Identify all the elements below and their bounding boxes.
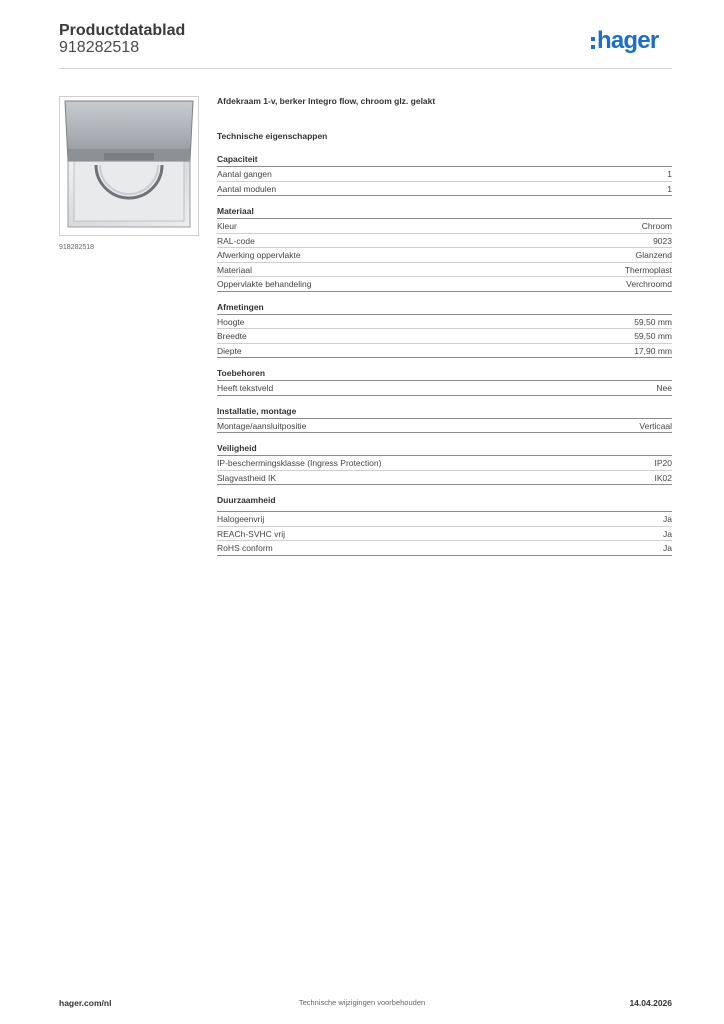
spec-label: Oppervlakte behandeling [217, 279, 312, 289]
spec-label: Heeft tekstveld [217, 383, 274, 393]
product-name: Afdekraam 1-v, berker Integro flow, chroom glz. gelakt [217, 96, 436, 106]
logo-text: hager [597, 27, 659, 54]
section-title: Duurzaamheid [217, 493, 672, 512]
spec-label: Kleur [217, 221, 237, 231]
spec-row [217, 527, 672, 542]
spec-value: Chroom [641, 221, 672, 231]
spec-row [217, 167, 672, 182]
spec-value: 17,90 mm [634, 345, 672, 356]
spec-label: Breedte [217, 331, 247, 341]
spec-label: Materiaal [217, 264, 252, 275]
spec-value: IK02 [654, 472, 672, 483]
spec-label: Montage/aansluitpositie [217, 420, 307, 431]
spec-row [217, 182, 672, 197]
spec-value: 9023 [653, 235, 672, 246]
page-title: Productdatablad [59, 22, 186, 39]
spec-label: Diepte [217, 345, 242, 356]
spec-row [217, 277, 672, 292]
spec-value: Nee [656, 383, 672, 393]
spec-section-afmetingen [217, 300, 672, 359]
section-title: Afmetingen [217, 300, 672, 315]
article-number: 918282518 [59, 39, 140, 56]
spec-value: Ja [663, 528, 672, 539]
footer-date: 14.04.2026 [629, 998, 672, 1008]
spec-value: 59,50 mm [634, 316, 672, 327]
image-caption: 918282518 [59, 244, 95, 251]
spec-value: Thermoplast [624, 264, 672, 275]
section-title: Toebehoren [217, 366, 672, 381]
hager-logo[interactable] [591, 28, 658, 58]
spec-section-toebehoren [217, 366, 672, 396]
spec-row [217, 541, 672, 556]
spec-row [217, 419, 672, 434]
spec-section-materiaal [217, 204, 672, 292]
spec-label: REACh-SVHC vrij [217, 528, 286, 539]
spec-label: Slagvastheid IK [217, 472, 277, 483]
spec-section-veiligheid [217, 441, 672, 485]
spec-row [217, 315, 672, 330]
spec-value: Verticaal [639, 420, 672, 431]
spec-value: 59,50 mm [634, 331, 672, 341]
spec-row [217, 263, 672, 278]
tech-properties-heading: Technische eigenschappen [217, 131, 328, 141]
spec-label: Hoogte [217, 316, 245, 327]
spec-row [217, 344, 672, 359]
footer-website-link[interactable]: hager.com/nl [59, 998, 112, 1008]
spec-row [217, 329, 672, 344]
spec-value: IP20 [654, 458, 672, 468]
spec-section-duurzaamheid [217, 493, 672, 556]
spec-label: RoHS conform [217, 543, 273, 553]
spec-row [217, 471, 672, 486]
logo-dots-icon [591, 37, 595, 49]
spec-row [217, 381, 672, 396]
section-title: Installatie, montage [217, 404, 672, 419]
spec-row [217, 512, 672, 527]
spec-label: RAL-code [217, 235, 255, 246]
spec-value: 1 [667, 169, 672, 179]
spec-section-installatie [217, 404, 672, 434]
section-title: Veiligheid [217, 441, 672, 456]
spec-label: Afwerking oppervlakte [217, 250, 301, 260]
header-divider [59, 68, 672, 69]
spec-value: Ja [663, 543, 672, 553]
spec-value: Glanzend [635, 250, 672, 260]
spec-label: Aantal gangen [217, 169, 272, 179]
section-title: Capaciteit [217, 152, 672, 167]
product-image [60, 97, 198, 235]
section-title: Materiaal [217, 204, 672, 219]
spec-row [217, 234, 672, 249]
spec-section-capaciteit [217, 152, 672, 196]
spec-label: Aantal modulen [217, 183, 277, 194]
spec-label: Halogeenvrij [217, 514, 265, 524]
spec-row [217, 456, 672, 471]
spec-content [217, 94, 672, 556]
spec-value: Ja [663, 514, 672, 524]
spec-row [217, 219, 672, 234]
spec-row [217, 248, 672, 263]
spec-label: IP-beschermingsklasse (Ingress Protection) [217, 458, 382, 468]
spec-value: 1 [667, 183, 672, 194]
product-image-frame [59, 96, 199, 236]
footer-notice: Technische wijzigingen voorbehouden [298, 998, 426, 1007]
spec-value: Verchroomd [626, 279, 672, 289]
